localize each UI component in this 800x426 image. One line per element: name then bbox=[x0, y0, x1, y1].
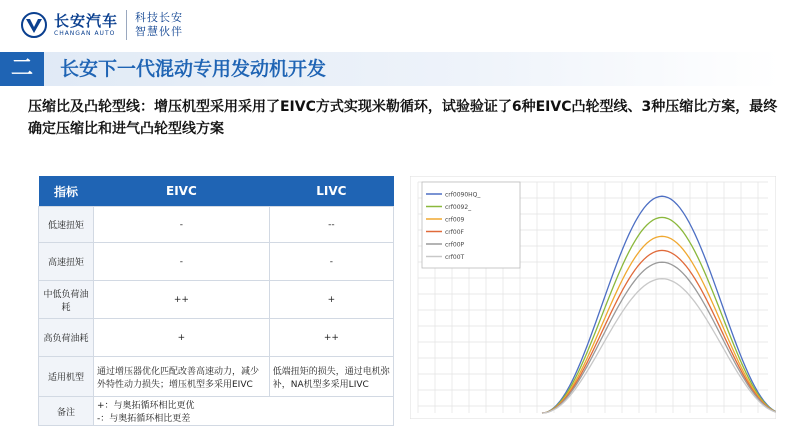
slogan-line1: 科技长安 bbox=[135, 11, 184, 24]
eivc-value: - bbox=[94, 207, 270, 243]
brand-name-cn: 长安汽车 bbox=[54, 12, 119, 30]
row-label: 低速扭矩 bbox=[39, 207, 94, 243]
eivc-value: - bbox=[94, 243, 270, 281]
livc-value: ++ bbox=[269, 319, 393, 357]
cam-profile-chart bbox=[410, 176, 776, 419]
legend-label: crf00P bbox=[445, 241, 465, 249]
eivc-value: ++ bbox=[94, 281, 270, 319]
legend-label: crf009 bbox=[445, 216, 465, 224]
header-eivc: EIVC bbox=[94, 176, 270, 207]
brand-name-en: CHANGAN AUTO bbox=[54, 30, 116, 37]
table-row-note bbox=[39, 397, 394, 426]
row-label: 适用机型 bbox=[39, 357, 94, 397]
logo-divider bbox=[126, 10, 127, 40]
eivc-value: 通过增压器优化匹配改善高速动力，减少外特性动力损失；增压机型多采用EIVC bbox=[94, 357, 270, 397]
chart-legend bbox=[422, 182, 520, 268]
legend-label: crf00F bbox=[445, 229, 464, 236]
table-row bbox=[39, 207, 394, 243]
section-number: 二 bbox=[0, 52, 44, 86]
section-title: 长安下一代混动专用发动机开发 bbox=[60, 58, 327, 80]
intro-paragraph: 压缩比及凸轮型线：增压机型采用采用了EIVC方式实现米勒循环，试验验证了6种EIVC凸轮型线、3种压缩比方案，最终确定压缩比和进气凸轮型线方案 bbox=[28, 99, 778, 137]
eivc-value: + bbox=[94, 319, 270, 357]
legend-label: crf0092_ bbox=[445, 204, 472, 211]
slogan-line2: 智慧伙伴 bbox=[135, 25, 184, 38]
table-row bbox=[39, 319, 394, 357]
row-label: 高速扭矩 bbox=[39, 243, 94, 281]
section-title-bar bbox=[0, 52, 780, 86]
comparison-table bbox=[38, 176, 394, 426]
livc-value: -- bbox=[269, 207, 393, 243]
note-line: -：与奥拓循环相比更差 bbox=[97, 414, 191, 424]
changan-v-logo-icon bbox=[20, 11, 48, 39]
note-label: 备注 bbox=[39, 397, 94, 426]
header-metric: 指标 bbox=[39, 176, 94, 207]
note-cell bbox=[94, 397, 394, 426]
header-livc: LIVC bbox=[269, 176, 393, 207]
livc-value: - bbox=[269, 243, 393, 281]
table-row bbox=[39, 243, 394, 281]
legend-label: crf0090HQ_ bbox=[445, 191, 481, 199]
table-row bbox=[39, 281, 394, 319]
row-label: 中低负荷油耗 bbox=[39, 281, 94, 319]
table-row bbox=[39, 357, 394, 397]
table-header-row bbox=[39, 176, 394, 207]
legend-label: crf00T bbox=[445, 254, 465, 261]
brand-logo bbox=[20, 10, 183, 40]
row-label: 高负荷油耗 bbox=[39, 319, 94, 357]
note-line: +：与奥拓循环相比更优 bbox=[97, 401, 195, 411]
livc-value: + bbox=[269, 281, 393, 319]
livc-value: 低端扭矩的损失，通过电机弥补，NA机型多采用LIVC bbox=[269, 357, 393, 397]
